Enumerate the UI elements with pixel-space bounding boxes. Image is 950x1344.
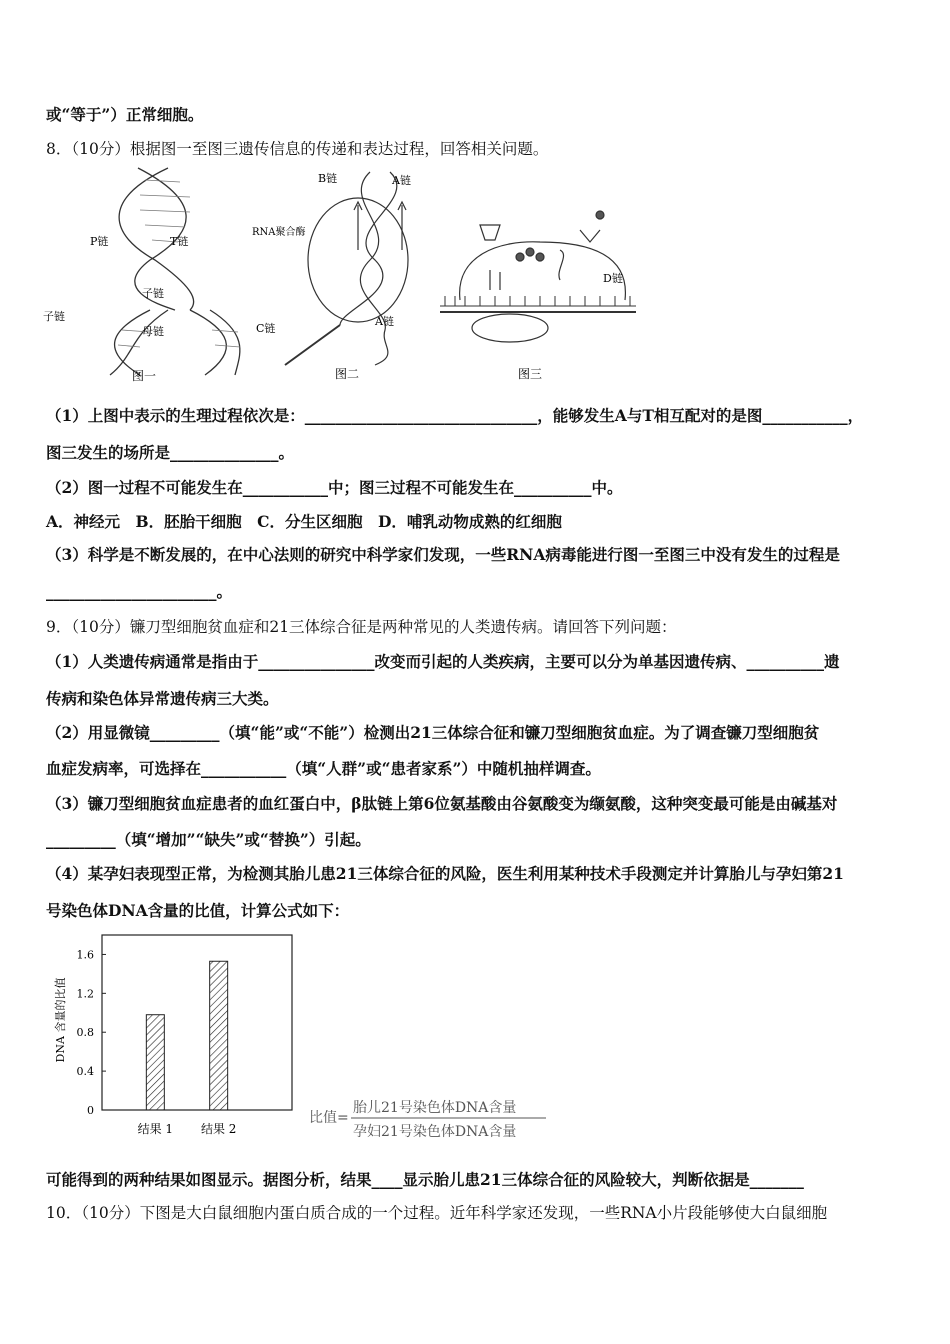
dna-ratio-bar-chart: [46, 930, 566, 1145]
y-tick-label: 0: [87, 1104, 94, 1117]
fig2-label-a-chain-bottom: A链: [375, 315, 394, 328]
plot-frame: [102, 935, 292, 1110]
fig3-label-d-chain: D链: [603, 272, 623, 285]
figure-3-caption: 图三: [518, 367, 543, 381]
figure-2-transcription: [285, 172, 408, 365]
y-tick-label: 1.2: [76, 987, 94, 1001]
figure-1-caption: 图一: [132, 369, 157, 383]
formula-prefix: 比值=: [309, 1110, 349, 1126]
question-10-title: 10．（10分）下图是大白鼠细胞内蛋白质合成的一个过程。近年科学家还发现，一些RNA小片段能够使大白鼠细胞: [46, 1204, 828, 1222]
q9-part2-line1: （2）用显微镜_________（填“能”或“不能”）检测出21三体综合征和镰刀型细胞贫血症。为了调查镰刀型细胞贫: [46, 723, 820, 742]
fig1-label-t-chain: T链: [170, 235, 189, 248]
q9-part2-line2: 血症发病率，可选择在___________（填“人群”或“患者家系”）中随机抽样调查。: [46, 759, 601, 778]
fig1-label-p-chain: P链: [90, 235, 109, 248]
q9-part3-line1: （3）镰刀型细胞贫血症患者的血红蛋白中，β肽链上第6位氨基酸由谷氨酸变为缬氨酸，这种突变最可能是由碱基对: [46, 794, 838, 813]
q9-part1-line1: （1）人类遗传病通常是指由于_______________改变而引起的人类疾病，主要可以分为单基因遗传病、__________遗: [46, 652, 840, 671]
x-category-label: 结果 1: [137, 1122, 174, 1136]
q9-part4-line2: 号染色体DNA含量的比值，计算公式如下：: [46, 901, 350, 920]
question-8-title: 8．（10分）根据图一至图三遗传信息的传递和表达过程，回答相关问题。: [46, 140, 549, 158]
y-tick-label: 1.6: [76, 948, 94, 962]
fig2-label-b-chain: B链: [318, 172, 338, 185]
q9-part1-line2: 传病和染色体异常遗传病三大类。: [46, 689, 279, 708]
x-category-label: 结果 2: [200, 1122, 237, 1136]
fig2-label-c-chain: C链: [256, 322, 276, 335]
q8-part1-line1: （1）上图中表示的生理过程依次是：______________________________，能够发生A与T相互配对的是图___________，: [46, 406, 864, 425]
y-tick-label: 0.8: [76, 1026, 94, 1040]
formula-numerator: 胎儿21号染色体DNA含量: [353, 1100, 517, 1116]
genetics-figures: [40, 160, 660, 390]
bar-2: [210, 961, 228, 1110]
question-9-title: 9．（10分）镰刀型细胞贫血症和21三体综合征是两种常见的人类遗传病。请回答下列问题：: [46, 618, 677, 636]
figure-2-caption: 图二: [335, 367, 360, 381]
ratio-formula: [309, 1099, 546, 1140]
q8-part2: （2）图一过程不可能发生在___________中；图三过程不可能发生在__________中。: [46, 478, 623, 497]
y-tick-label: 0.4: [76, 1065, 94, 1079]
q9-part4-line1: （4）某孕妇表现型正常，为检测其胎儿患21三体综合征的风险，医生利用某种技术手段测定并计算胎儿与孕妇第21: [46, 864, 844, 883]
q9-part4-conclusion: 可能得到的两种结果如图显示。据图分析，结果____显示胎儿患21三体综合征的风险较大，判断依据是_______: [46, 1170, 804, 1189]
fig1-label-parent-chain: 母链: [142, 325, 164, 338]
q8-part1-line2: 图三发生的场所是______________。: [46, 443, 295, 462]
fig1-label-child-chain: 子链: [142, 287, 164, 300]
bar-1: [146, 1015, 164, 1110]
q8-part2-options: A．神经元 B．胚胎干细胞 C．分生区细胞 D．哺乳动物成熟的红细胞: [46, 512, 562, 531]
q8-part3-line1: （3）科学是不断发展的，在中心法则的研究中科学家们发现，一些RNA病毒能进行图一至图三中没有发生的过程是: [46, 545, 840, 564]
formula-denominator: 孕妇21号染色体DNA含量: [353, 1124, 517, 1140]
text-line-1: 或“等于”）正常细胞。: [46, 105, 204, 124]
q8-part3-line2: ______________________。: [46, 582, 233, 601]
fig1-label-child-chain-left: 子链: [43, 310, 65, 323]
fig2-label-a-chain-top: A链: [392, 174, 411, 187]
figure-1-dna-replication: [110, 168, 240, 375]
y-axis-label: DNA 含量的比值: [54, 977, 67, 1063]
fig2-label-rna-polymerase: RNA聚合酶: [252, 227, 306, 238]
q9-part3-line2: _________（填“增加”“缺失”或“替换”）引起。: [46, 830, 371, 849]
